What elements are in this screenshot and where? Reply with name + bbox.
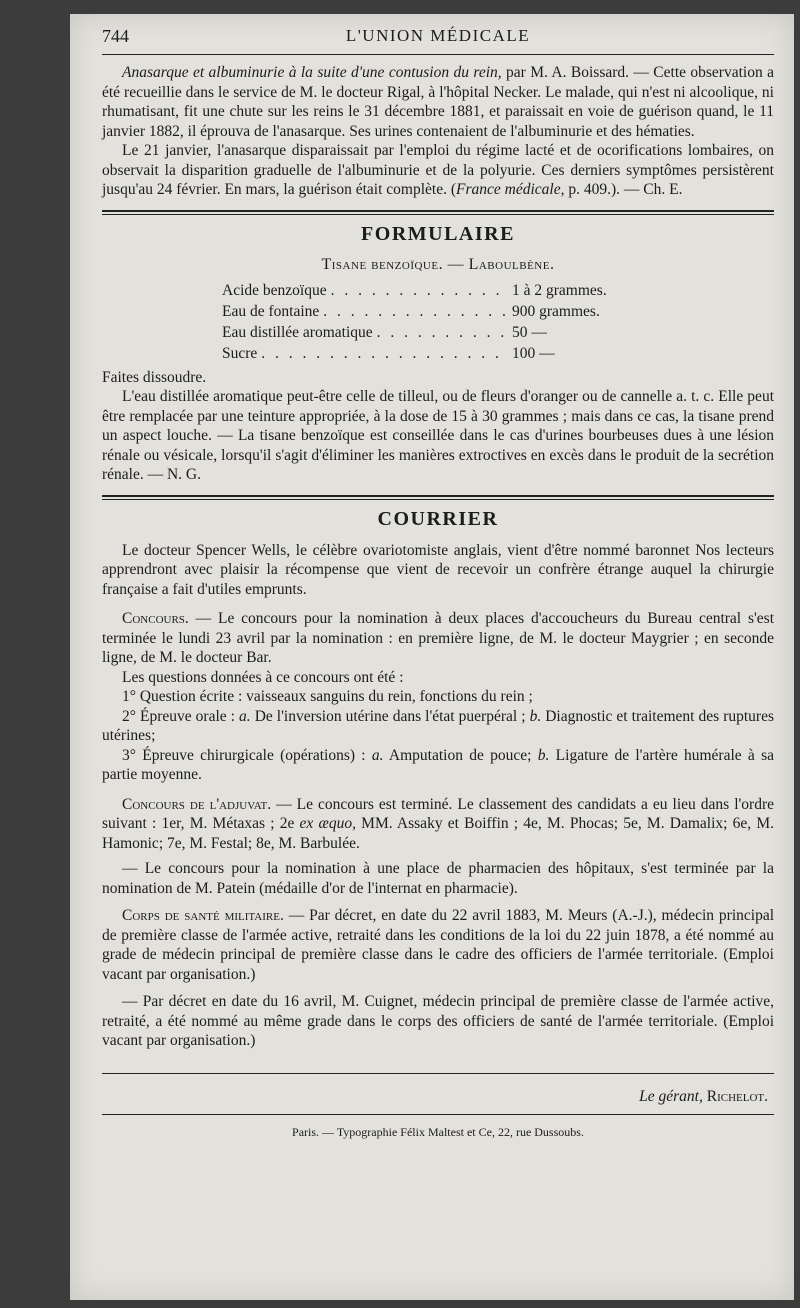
- adjuvat-text: MM. Assaky et Boiffin ; 4e, M. Phocas; 5e, M. Damalix; 6e, M. Hamonic; 7e, M. Festal; 8e, M. Barbulée.: [102, 815, 774, 852]
- section-divider: [102, 210, 774, 215]
- corps-sante-paragraph: [102, 906, 774, 984]
- courrier-paragraph: Le docteur Spencer Wells, le célèbre ovariotomiste anglais, vient d'être nommé baronnet Nos lecteurs apprendront avec plaisir la récompense que vient de recevoir un confrère étrange auquel la chirurgie française a fait d'utiles emprunts.: [102, 541, 774, 598]
- observation-text: par M. A. Boissard. — Cette observation a été recueillie dans le service de M. le docteur Rigal, à l'hôpital Necker. Le malade, qui n'est ni alcoolique, ni rhumatisant, fit une chute sur les reins le 31 décembre 1881, et paraissait en voie de guérison quand, le 11 janvier 1882, il éprouva de l'anasarque. Ses urines contenaient de l'albuminurie et des hématies.: [102, 64, 774, 140]
- footer-rule: [102, 1073, 774, 1074]
- courrier-heading: COURRIER: [377, 507, 499, 530]
- ingredient-quantity: 100 —: [512, 344, 555, 362]
- adjuvat-text: — Le concours est terminé. Le classement des candidats a eu lieu dans l'ordre suivant : 1er, M. Métaxas ; 2e: [102, 795, 774, 832]
- ingredient-quantity: 900 grammes.: [512, 302, 600, 320]
- running-title: L'UNION MÉDICALE: [345, 26, 531, 45]
- recipe-title: Tisane benzoïque. — Laboulbène.: [321, 255, 555, 273]
- leader-dots: [323, 301, 508, 322]
- adjuvat-paragraph: [102, 795, 774, 854]
- question-text: Ligature de l'artère humérale à sa partie moyenne.: [102, 746, 774, 783]
- item-letter: a.: [371, 746, 384, 764]
- observation-source: France médicale,: [456, 181, 565, 198]
- question-3: [102, 746, 774, 785]
- adjuvat-italic: ex æquo,: [299, 815, 356, 832]
- corps-sante-text: — Par décret, en date du 22 avril 1883, M. Meurs (A.-J.), médecin principal de première classe de l'armée active, retraité dans les conditions de la loi du 22 juin 1878, a été nommé au grade de médecin principal de première classe dans le cadre des officiers de l'armée territoriale. (Emploi vacant par organisation.): [102, 907, 775, 983]
- questions-intro: Les questions données à ce concours ont été :: [122, 668, 404, 686]
- ingredient-quantity: 50 —: [512, 323, 547, 341]
- ingredient-name: Acide benzoïque: [222, 281, 327, 299]
- item-letter: a.: [239, 707, 251, 725]
- corps-sante-label: Corps de santé militaire.: [122, 907, 284, 924]
- spacer: [102, 785, 774, 795]
- gerant-name: Richelot.: [706, 1087, 768, 1105]
- ingredient-list: [222, 280, 642, 364]
- ingredient-row: [222, 301, 642, 322]
- item-letter: b.: [529, 707, 542, 725]
- observation-text-3: p. 409.). — Ch. E.: [564, 181, 683, 198]
- item-letter: b.: [537, 746, 550, 764]
- leader-dots: [377, 322, 508, 343]
- spacer: [102, 984, 774, 992]
- ingredient-name: Eau de fontaine: [222, 302, 320, 320]
- adjuvat-label: Concours de l'adjuvat.: [122, 795, 272, 813]
- pharmacien-paragraph: — Le concours pour la nomination à une place de pharmacien des hôpitaux, s'est terminée par la nomination de M. Patein (médaille d'or de l'internat en pharmacie).: [102, 860, 774, 897]
- observation-text-2: Le 21 janvier, l'anasarque disparaissait par l'emploi du régime lacté et de ocorifications lombaires, on observait la disparition graduelle de l'albuminurie et de la polyurie. Ces derniers symptômes persistèrent jusqu'au 24 février. En mars, la guérison était complète. (: [102, 142, 774, 198]
- ingredient-row: [222, 280, 642, 301]
- concours-text: — Le concours pour la nomination à deux places d'accoucheurs du Bureau central s'est terminée le lundi 23 avril par la nomination : en première ligne, de M. le docteur Maygrier ; en seconde ligne, de M. le docteur Bar.: [102, 610, 774, 666]
- spacer: [102, 898, 774, 906]
- dissolve-instruction: Faites dissoudre.: [102, 368, 207, 386]
- footer-rule-2: [102, 1114, 774, 1115]
- journal-page: [70, 14, 794, 1300]
- question-text: 3° Épreuve chirurgicale (opérations) :: [122, 746, 372, 764]
- question-text: Diagnostic et traitement des ruptures utérines;: [102, 707, 774, 744]
- printer-imprint: Paris. — Typographie Félix Maltest et Ce, 22, rue Dussoubs.: [292, 1124, 584, 1139]
- concours-label: Concours.: [122, 610, 189, 627]
- question-1: 1° Question écrite : vaisseaux sanguins du rein, fonctions du rein ;: [122, 688, 533, 705]
- spacer: [102, 599, 774, 609]
- ingredient-row: [222, 322, 642, 343]
- gerant-signature: [102, 1088, 768, 1106]
- page-content: [102, 26, 774, 1140]
- running-header: [102, 26, 774, 54]
- ingredient-row: [222, 343, 642, 364]
- header-rule: [102, 54, 774, 55]
- ingredient-name: Sucre: [222, 344, 258, 362]
- concours-paragraph: [102, 609, 774, 668]
- formulaire-heading: FORMULAIRE: [361, 222, 515, 245]
- observation-paragraph-2: [102, 141, 774, 200]
- gerant-label: Le gérant,: [639, 1087, 703, 1105]
- question-2: [102, 707, 774, 746]
- section-divider: [102, 495, 774, 500]
- leader-dots: [261, 343, 508, 364]
- ingredient-name: Eau distillée aromatique: [222, 323, 373, 341]
- page-number: 744: [102, 26, 129, 46]
- question-text: 2° Épreuve orale :: [122, 707, 240, 725]
- formulaire-note: L'eau distillée aromatique peut-être celle de tilleul, ou de fleurs d'oranger ou de cannelle a. t. c. Elle peut être remplacée par une teinture appropriée, à la dose de 15 à 30 grammes ; mais dans ce cas, la tisane prend un aspect louche. — La tisane benzoïque est conseillée dans le cas d'urines bourbeuses dues à une lésion rénale ou vésicale, lorsqu'il s'agit d'éliminer les manières extroctives en excès dans le produit de la secrétion rénale. — N. G.: [102, 388, 774, 483]
- ingredient-quantity: 1 à 2 grammes.: [512, 281, 607, 299]
- observation-paragraph: [102, 63, 774, 141]
- question-text: De l'inversion utérine dans l'état puerpéral ;: [250, 707, 530, 725]
- cuignet-paragraph: — Par décret en date du 16 avril, M. Cuignet, médecin principal de première classe de l'armée active, retraité, a été nommé au même grade dans le corps des officiers de santé de l'armée territoriale. (Emploi vacant par organisation.): [102, 993, 774, 1049]
- observation-title: Anasarque et albuminurie à la suite d'une contusion du rein,: [122, 64, 502, 81]
- question-text: Amputation de pouce;: [383, 746, 538, 764]
- leader-dots: [331, 280, 508, 301]
